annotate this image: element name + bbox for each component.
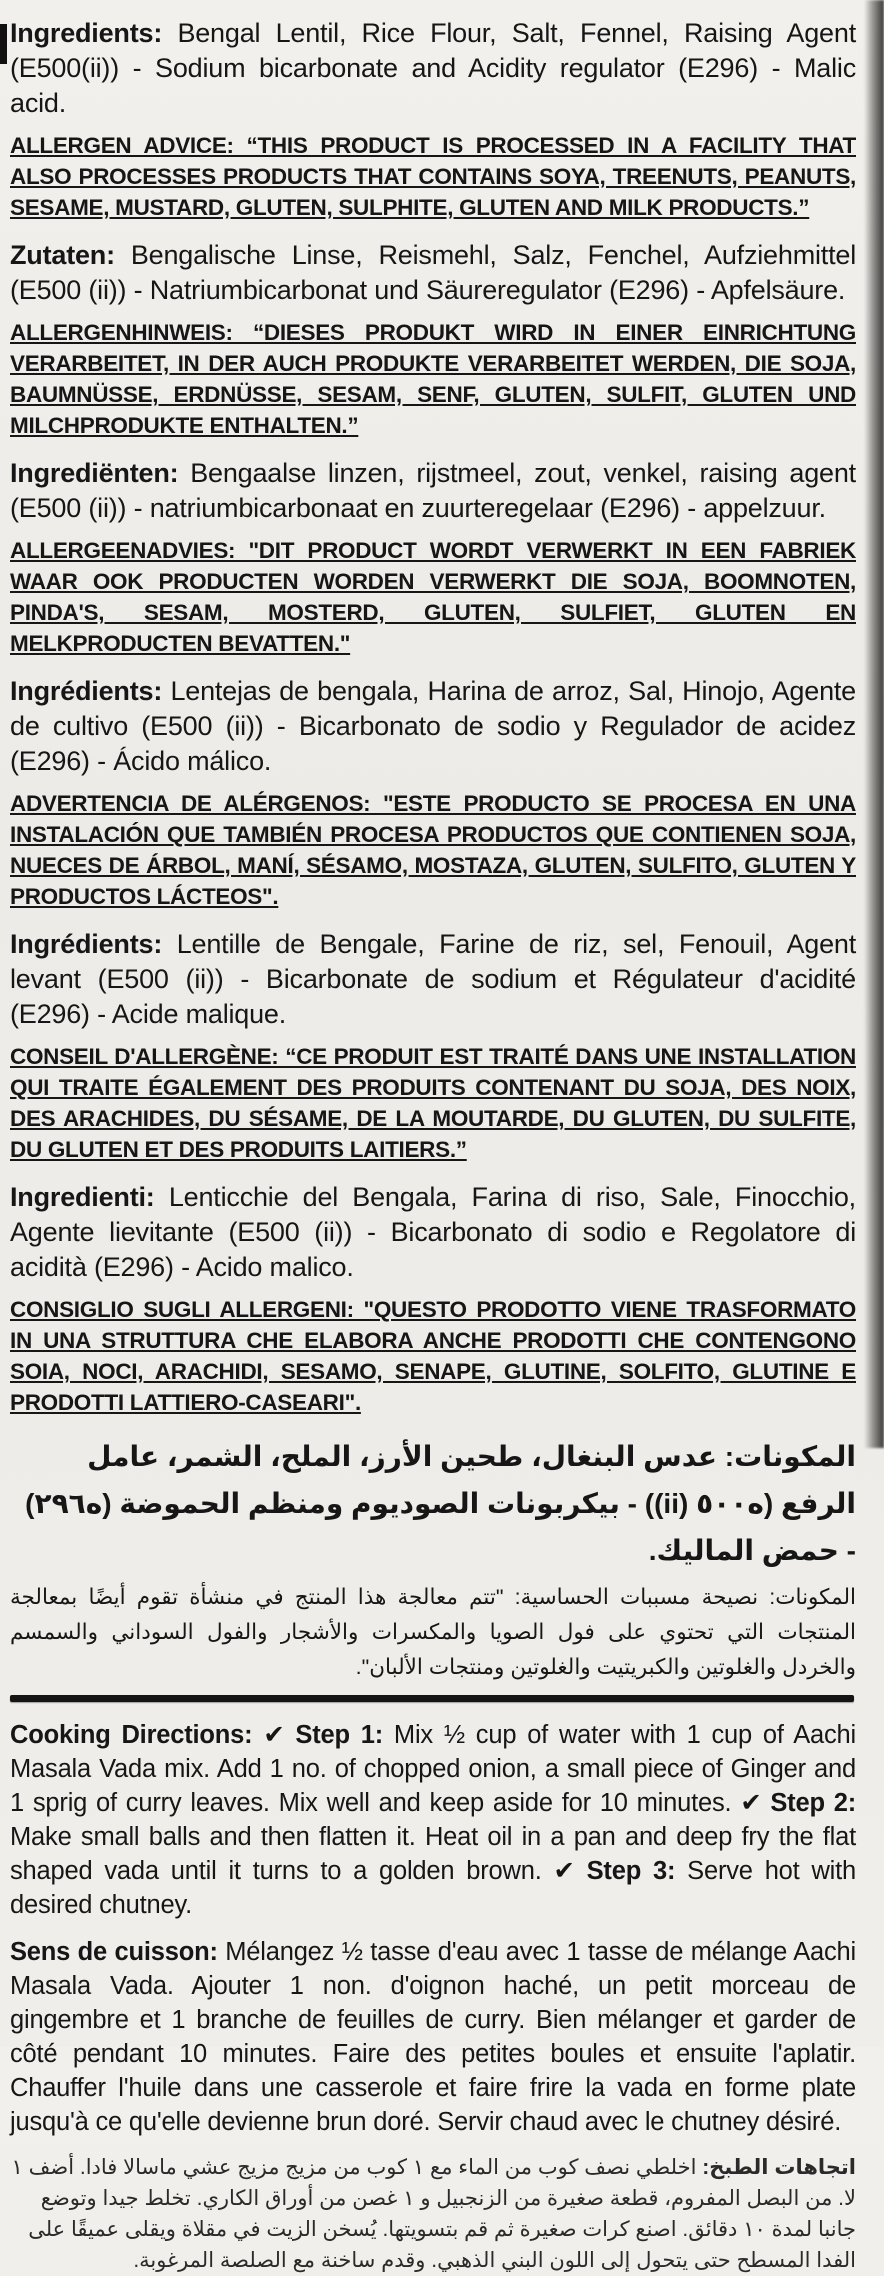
ingredients-en-text: Bengal Lentil, Rice Flour, Salt, Fennel, Raising Agent (E500(ii)) - Sodium bicarbonate and Acidity regulator (E296) - Malic acid.	[10, 18, 856, 118]
cooking-directions-fr	[10, 1935, 856, 2139]
ingredients-es-text: Lentejas de bengala, Harina de arroz, Sal, Hinojo, Agente de cultivo (E500 (ii)) - Bicarbonato de sodio y Regulador de acidez (E296) - Ácido málico.	[10, 676, 856, 776]
cooking-fr-heading: Sens de cuisson:	[10, 1938, 218, 1966]
allergen-advice-ar: المكونات: نصيحة مسببات الحساسية: "تتم معالجة هذا المنتج في منشأة تقوم أيضًا بمعالجة المنتجات التي تحتوي على فول الصويا والمكسرات والأشجار والفول السوداني والسمسم والخردل والغلوتين والكبريتيت والغلوتين ومنتجات الألبان".	[10, 1585, 856, 1679]
cooking-en-step3-label: ✔ Step 3:	[553, 1857, 676, 1885]
cooking-en-step1-label: ✔ Step 1:	[263, 1721, 384, 1749]
cooking-en-step1-text: Mix ½ cup of water with 1 cup of Aachi Masala Vada mix. Add 1 no. of chopped onion, a small piece of Ginger and 1 sprig of curry leaves. Mix well and keep aside for 10 minutes.	[10, 1721, 857, 1817]
cooking-en-step3-text: Serve hot with desired chutney.	[10, 1857, 856, 1919]
cooking-ar-text: اخلطي نصف كوب من الماء مع ١ كوب من مزيج مزيج عشي ماسالا فادا. أضف ١ لا. من البصل المفروم، قطعة صغيرة من الزنجبيل و ١ غصن من أوراق الكاري. تخلط جيدا وتوضع جانبا لمدة ١٠ دقائق. اصنع كرات صغيرة ثم قم بتسويتها. يُسخن الزيت في مقلاة ويقلى عميقًا على الفدا المسطح حتى يتحول إلى اللون البني الذهبي. وقدم ساخنة مع الصلصة المرغوبة.	[11, 2156, 856, 2272]
ingredients-de-paragraph	[10, 238, 856, 308]
ingredients-it-heading: Ingredienti:	[10, 1182, 155, 1212]
ingredients-it-text: Lenticchie del Bengala, Farina di riso, Sale, Finocchio, Agente lievitante (E500 (ii)) - Bicarbonato di sodio e Regolatore di acidità (E296) - Acido malico.	[10, 1182, 856, 1282]
ingredients-en-paragraph	[10, 16, 856, 121]
ingredients-en-heading: Ingredients:	[10, 18, 163, 48]
ingredients-es-heading: Ingrédients:	[10, 676, 163, 706]
ingredients-nl-text: Bengaalse linzen, rijstmeel, zout, venkel, raising agent (E500 (ii)) - natriumbicarbonaat en zuurteregelaar (E296) - appelzuur.	[10, 458, 856, 523]
ingredients-de-heading: Zutaten:	[10, 240, 115, 270]
allergen-advice-en: ALLERGEN ADVICE: “THIS PRODUCT IS PROCESSED IN A FACILITY THAT ALSO PROCESSES PRODUCTS THAT CONTAINS SOYA, TREENUTS, PEANUTS, SESAME, MUSTARD, GLUTEN, SULPHITE, GLUTEN AND MILK PRODUCTS.”	[10, 133, 856, 220]
allergen-advice-es: ADVERTENCIA DE ALÉRGENOS: "ESTE PRODUCTO SE PROCESA EN UNA INSTALACIÓN QUE TAMBIÉN PROCESA PRODUCTOS QUE CONTIENEN SOJA, NUECES DE ÁRBOL, MANÍ, SÉSAMO, MOSTAZA, GLUTEN, SULFITO, GLUTEN Y PRODUCTOS LÁCTEOS".	[10, 791, 856, 909]
cooking-en-step2-text: Make small balls and then flatten it. Heat oil in a pan and deep fry the flat shaped vada until it turns to a golden brown.	[10, 1823, 856, 1885]
ingredients-es-paragraph	[10, 674, 856, 779]
ingredients-fr-text: Lentille de Bengale, Farine de riz, sel, Fenouil, Agent levant (E500 (ii)) - Bicarbonate de sodium et Régulateur d'acidité (E296) - Acide malique.	[10, 929, 856, 1029]
ingredients-it-paragraph	[10, 1180, 856, 1285]
cooking-fr-text: Mélangez ½ tasse d'eau avec 1 tasse de mélange Aachi Masala Vada. Ajouter 1 non. d'oignon haché, un petit morceau de gingembre et 1 branche de feuilles de curry. Bien mélanger et garder de côté pendant 10 minutes. Faire des petites boules et ensuite l'aplatir. Chauffer l'huile dans une casserole et faire frire la vada en forme plate jusqu'à ce qu'elle devienne brun doré. Servir chaud avec le chutney désiré.	[10, 1938, 857, 2136]
cooking-directions-en	[10, 1718, 856, 1922]
ingredients-nl-heading: Ingrediënten:	[10, 458, 179, 488]
ingredients-de-text: Bengalische Linse, Reismehl, Salz, Fenchel, Aufziehmittel (E500 (ii)) - Natriumbicarbonat und Säureregulator (E296) - Apfelsäure.	[10, 240, 856, 305]
allergen-advice-nl: ALLERGEENADVIES: "DIT PRODUCT WORDT VERWERKT IN EEN FABRIEK WAAR OOK PRODUCTEN WORDEN VERWERKT DIE SOJA, BOOMNOTEN, PINDA'S, SESAM, MOSTERD, GLUTEN, SULFIET, GLUTEN EN MELKPRODUCTEN BEVATTEN."	[10, 538, 856, 656]
section-divider	[10, 1695, 854, 1702]
cooking-ar-heading: اتجاهات الطبخ:	[702, 2156, 856, 2179]
allergen-advice-it: CONSIGLIO SUGLI ALLERGENI: "QUESTO PRODOTTO VIENE TRASFORMATO IN UNA STRUTTURA CHE ELABORA ANCHE PRODOTTI CHE CONTENGONO SOIA, NOCI, ARACHIDI, SESAMO, SENAPE, GLUTINE, SOLFITO, GLUTINE E PRODOTTI LATTIERO-CASEARI".	[10, 1297, 856, 1415]
allergen-advice-fr: CONSEIL D'ALLERGÈNE: “CE PRODUIT EST TRAITÉ DANS UNE INSTALLATION QUI TRAITE ÉGALEMENT DES PRODUITS CONTENANT DU SOJA, DES NOIX, DES ARACHIDES, DU SÉSAME, DE LA MOUTARDE, DU GLUTEN, DU SULFITE, DU GLUTEN ET DES PRODUITS LAITIERS.”	[10, 1044, 856, 1162]
ingredients-ar-paragraph: المكونات: عدس البنغال، طحين الأرز، الملح، الشمر، عامل الرفع (ه٥٠٠ (ii)) - بيكربونات الصوديوم ومنظم الحموضة (ه٢٩٦) - حمض الماليك.	[25, 1441, 856, 1566]
cooking-en-step2-label: ✔ Step 2:	[740, 1789, 857, 1817]
ingredients-fr-paragraph	[10, 927, 856, 1032]
cooking-en-heading: Cooking Directions:	[10, 1721, 253, 1749]
ingredients-nl-paragraph	[10, 456, 856, 526]
ingredients-fr-heading: Ingrédients:	[10, 929, 163, 959]
allergen-advice-de: ALLERGENHINWEIS: “DIESES PRODUKT WIRD IN EINER EINRICHTUNG VERARBEITET, IN DER AUCH PRODUKTE VERARBEITET WERDEN, DIE SOJA, BAUMNÜSSE, ERDNÜSSE, SESAM, SENF, GLUTEN, SULFIT, GLUTEN UND MILCHPRODUKTE ENTHALTEN.”	[10, 320, 856, 438]
cooking-directions-ar	[10, 2152, 856, 2276]
